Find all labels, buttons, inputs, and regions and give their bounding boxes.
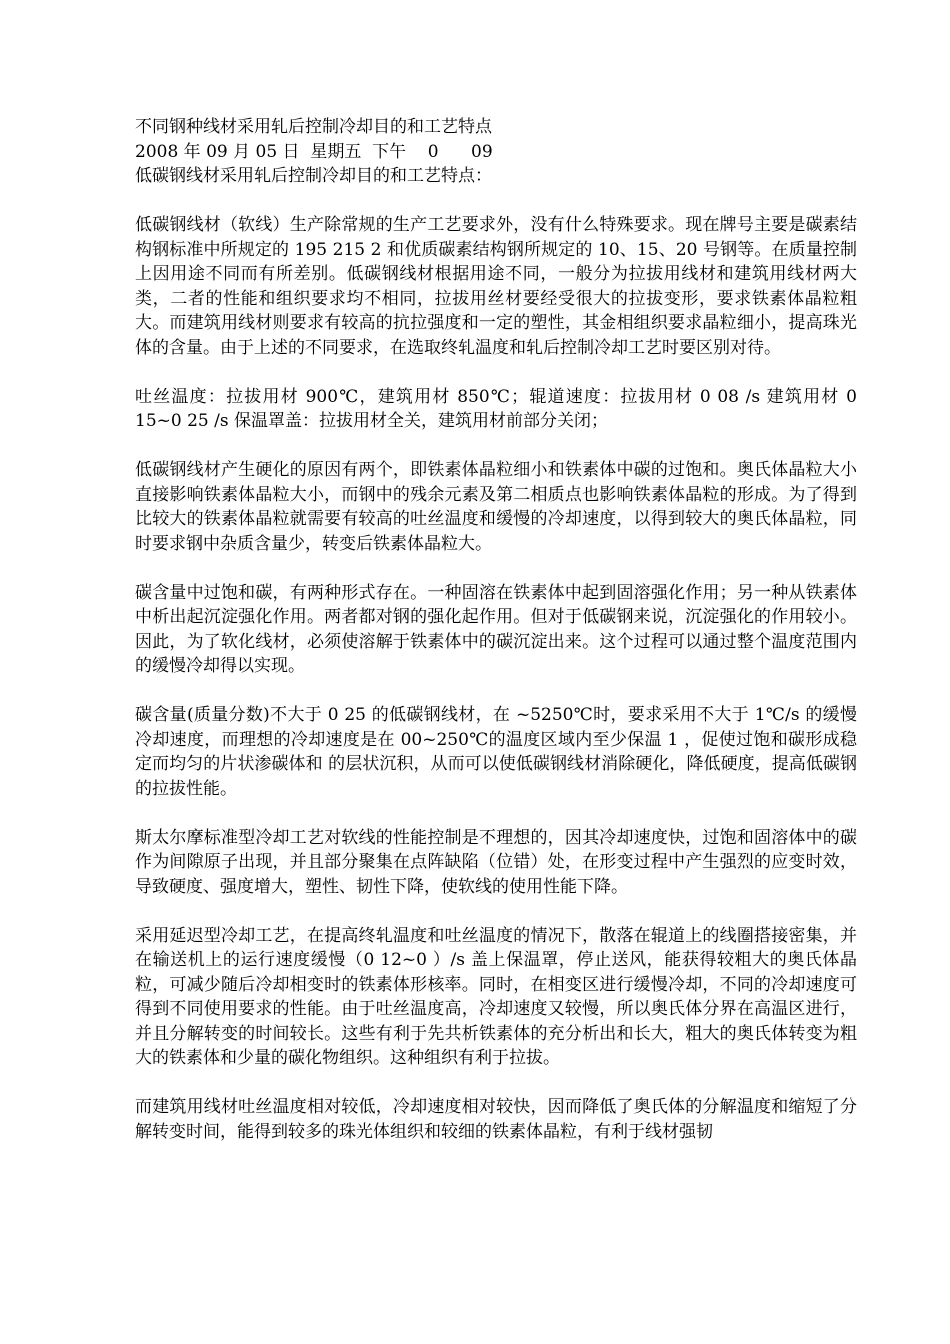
paragraph: 低碳钢线材（软线）生产除常规的生产工艺要求外，没有什么特殊要求。现在牌号主要是碳素结构钢标准中所规定的 195 215 2 和优质碳素结构钢所规定的 10、15、20 号钢等。在质量控制上因用途不同而有所差别。低碳钢线材根据用途不同，一般分为拉拔用线材和建筑用线材两大类，二者的性能和组织要求均不相同，拉拔用丝材要经受很大的拉拔变形，要求铁素体晶粒粗大。而建筑用线材则要求有较高的抗拉强度和一定的塑性，其金相组织要求晶粒细小，提高珠光体的含量。由于上述的不同要求，在选取终轧温度和轧后控制冷却工艺时要区别对待。	[135, 215, 857, 358]
paragraph: 采用延迟型冷却工艺，在提高终轧温度和吐丝温度的情况下，散落在辊道上的线圈搭接密集，并在输送机上的运行速度缓慢（0 12~0 ）/s 盖上保温罩，停止送风，能获得较粗大的奥氏体晶粒，可减少随后冷却相变时的铁素体形核率。同时，在相变区进行缓慢冷却，不同的冷却速度可得到不同使用要求的性能。由于吐丝温度高，冷却速度又较慢，所以奥氏体分界在高温区进行，并且分解转变的时间较长。这些有利于先共析铁素体的充分析出和长大，粗大的奥氏体转变为粗大的铁素体和少量的碳化物组织。这种组织有利于拉拔。	[135, 925, 857, 1068]
paragraph: 碳含量(质量分数)不大于 0 25 的低碳钢线材，在 ~5250℃时，要求采用不大于 1℃/s 的缓慢冷却速度，而理想的冷却速度是在 00~250℃的温度区域内至少保温 1 ，促使过饱和碳形成稳定而均匀的片状渗碳体和 的层状沉积，从而可以使低碳钢线材消除硬化，降低硬度，提高低碳钢的拉拔性能。	[135, 705, 857, 799]
spacer	[135, 434, 857, 459]
paragraph: 碳含量中过饱和碳，有两种形式存在。一种固溶在铁素体中起到固溶强化作用；另一种从铁素体中析出起沉淀强化作用。两者都对钢的强化起作用。但对于低碳钢来说，沉淀强化的作用较小。因此，为了软化线材，必须使溶解于铁素体中的碳沉淀出来。这个过程可以通过整个温度范围内的缓慢冷却得以实现。	[135, 582, 857, 676]
spacer	[135, 1071, 857, 1096]
paragraph: 而建筑用线材吐丝温度相对较低，冷却速度相对较快，因而降低了奥氏体的分解温度和缩短了分解转变时间，能得到较多的珠光体组织和较细的铁素体晶粒，有利于线材强韧	[135, 1097, 857, 1142]
spacer	[135, 360, 857, 385]
spacer	[135, 189, 857, 214]
document-title: 不同钢种线材采用轧后控制冷却目的和工艺特点	[135, 117, 492, 137]
spacer	[135, 899, 857, 924]
document-date: 2008 年 09 月 05 日 星期五 下午 0 09	[135, 141, 493, 162]
spacer	[135, 556, 857, 581]
paragraph: 吐丝温度：拉拔用材 900℃，建筑用材 850℃；辊道速度：拉拔用材 0 08 /s 建筑用材 0 15~0 25 /s 保温罩盖：拉拔用材全关，建筑用材前部分关闭；	[135, 386, 857, 431]
spacer	[135, 679, 857, 704]
document-page	[135, 115, 857, 1144]
paragraph: 斯太尔摩标准型冷却工艺对软线的性能控制是不理想的，因其冷却速度快，过饱和固溶体中的碳作为间隙原子出现，并且部分聚集在点阵缺陷（位错）处，在形变过程中产生强烈的应变时效，导致硬度、强度增大，塑性、韧性下降，使软线的使用性能下降。	[135, 827, 857, 897]
section-heading: 低碳钢线材采用轧后控制冷却目的和工艺特点：	[135, 166, 492, 186]
paragraph: 低碳钢线材产生硬化的原因有两个，即铁素体晶粒细小和铁素体中碳的过饱和。奥氏体晶粒大小直接影响铁素体晶粒大小，而钢中的残余元素及第二相质点也影响铁素体晶粒的形成。为了得到比较大的铁素体晶粒就需要有较高的吐丝温度和缓慢的冷却速度，以得到较大的奥氏体晶粒，同时要求钢中杂质含量少，转变后铁素体晶粒大。	[135, 460, 857, 554]
spacer	[135, 801, 857, 826]
